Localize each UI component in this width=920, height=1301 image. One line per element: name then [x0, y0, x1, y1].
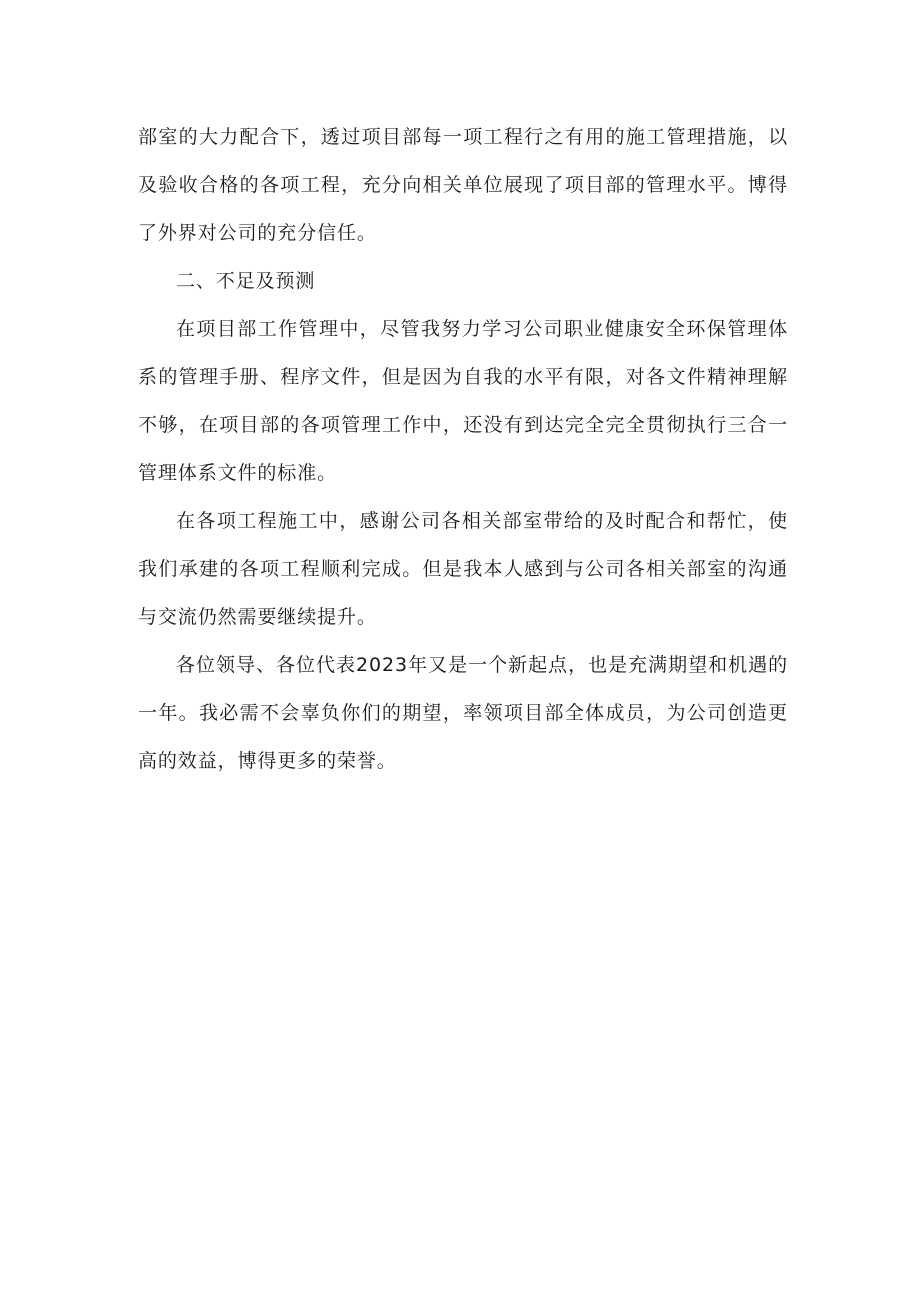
- document-body: [138, 113, 788, 785]
- paragraph-closing: 各位领导、各位代表2023年又是一个新起点，也是充满期望和机遇的一年。我必需不会辜负你们的期望，率领项目部全体成员，为公司创造更高的效益，博得更多的荣誉。: [138, 654, 788, 772]
- paragraph-continuation: 部室的大力配合下，透过项目部每一项工程行之有用的施工管理措施，以及验收合格的各项工程，充分向相关单位展现了项目部的管理水平。博得了外界对公司的充分信任。: [138, 126, 788, 244]
- paragraph-construction: 在各项工程施工中，感谢公司各相关部室带给的及时配合和帮忙，使我们承建的各项工程顺利完成。但是我本人感到与公司各相关部室的沟通与交流仍然需要继续提升。: [138, 510, 788, 628]
- paragraph-management: 在项目部工作管理中，尽管我努力学习公司职业健康安全环保管理体系的管理手册、程序文件，但是因为自我的水平有限，对各文件精神理解不够，在项目部的各项管理工作中，还没有到达完全完全贯彻执行三合一管理体系文件的标准。: [138, 318, 788, 484]
- section-heading-shortcomings: 二、不足及预测: [176, 270, 316, 292]
